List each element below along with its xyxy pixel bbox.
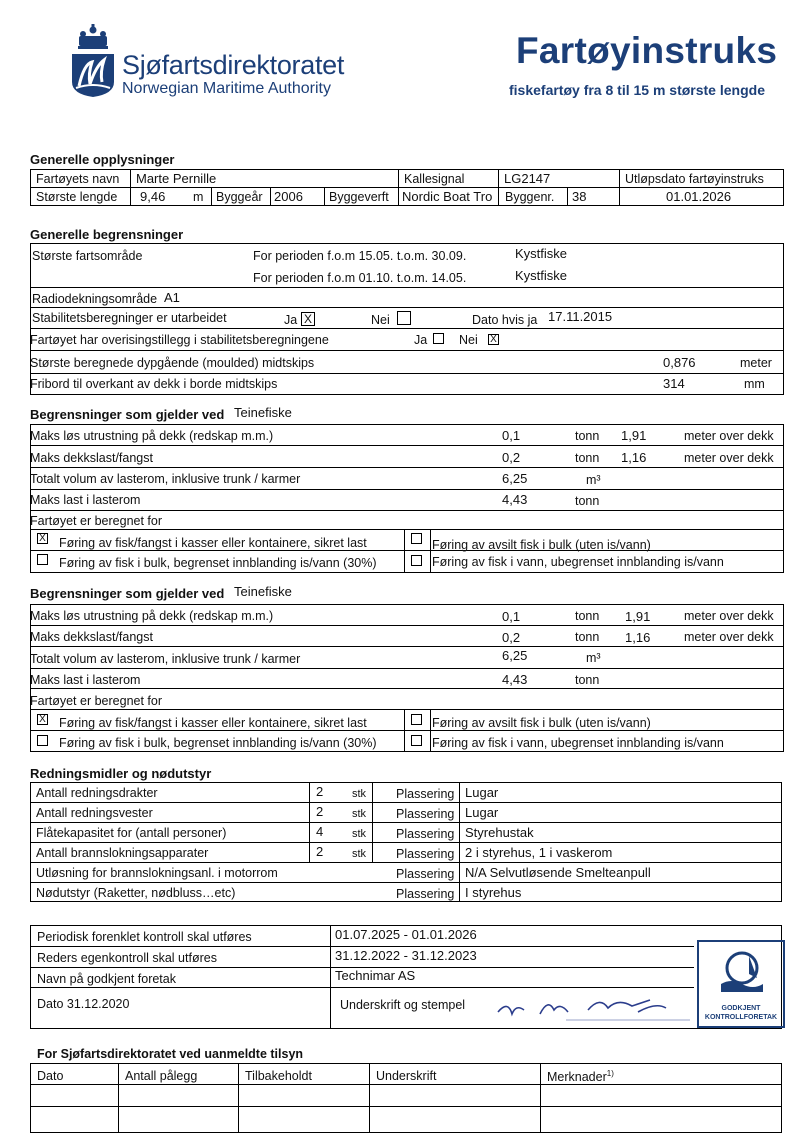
stability-nei-label: Nei bbox=[371, 313, 390, 327]
agency-name: Sjøfartsdirektoratet bbox=[122, 50, 345, 80]
safety-item-label: Antall redningsvester bbox=[36, 806, 153, 820]
safety-placement-label: Plassering bbox=[396, 807, 455, 821]
loose-equipment-value: 0,1 bbox=[502, 428, 521, 443]
safety-item-label: Nødutstyr (Raketter, nødbluss…etc) bbox=[36, 886, 236, 900]
col-remarks bbox=[547, 1069, 614, 1084]
section-heading-limits: Generelle begrensninger bbox=[30, 227, 184, 242]
safety-placement-label: Plassering bbox=[396, 867, 455, 881]
periodic-control-label: Periodisk forenklet kontroll skal utføres bbox=[37, 930, 252, 944]
option2-label: Føring av avsilt fisk i bulk (uten is/vann) bbox=[432, 716, 651, 730]
period2-value: Kystfiske bbox=[515, 268, 568, 283]
restriction-heading: Begrensninger som gjelder ved bbox=[30, 586, 225, 601]
safety-placement-label: Plassering bbox=[396, 887, 455, 901]
icing-ja-label: Ja bbox=[414, 333, 428, 347]
draught-value: 0,876 bbox=[663, 355, 696, 370]
hold-volume-value: 6,25 bbox=[502, 471, 528, 486]
stamp-line2: KONTROLLFORETAK bbox=[704, 1014, 778, 1021]
deck-load-unit: tonn bbox=[575, 630, 600, 644]
option4-checkbox[interactable] bbox=[411, 735, 422, 746]
loose-equipment-label: Maks løs utrustning på dekk (redskap m.m.) bbox=[30, 609, 274, 623]
safety-item-unit: stk bbox=[352, 828, 367, 840]
draught-unit: meter bbox=[740, 356, 772, 370]
section-heading-general: Generelle opplysninger bbox=[30, 152, 175, 167]
stability-date-label: Dato hvis ja bbox=[472, 313, 538, 327]
expiry-value: 01.01.2026 bbox=[666, 189, 732, 204]
loose-equipment-unit: tonn bbox=[575, 609, 600, 623]
signature-label: Underskrift og stempel bbox=[340, 998, 466, 1012]
calculated-for-label: Fartøyet er beregnet for bbox=[30, 514, 163, 528]
option4-label: Føring av fisk i vann, ubegrenset innblanding is/vann bbox=[432, 736, 724, 750]
stability-date-value: 17.11.2015 bbox=[548, 309, 613, 324]
loose-equipment-height: 1,91 bbox=[621, 428, 647, 443]
stability-nei-checkbox[interactable] bbox=[397, 311, 411, 325]
deck-load-height: 1,16 bbox=[625, 630, 651, 645]
period1-value: Kystfiske bbox=[515, 246, 568, 261]
hold-load-unit: tonn bbox=[575, 494, 600, 508]
safety-placement-label: Plassering bbox=[396, 787, 455, 801]
length-label: Største lengde bbox=[36, 190, 118, 204]
signature-mark bbox=[490, 990, 700, 1030]
loose-equipment-unit: tonn bbox=[575, 429, 600, 443]
build-year-label: Byggeår bbox=[216, 190, 263, 204]
col-remarks-label: Merknader bbox=[547, 1070, 607, 1085]
option1-checkbox[interactable]: X bbox=[37, 714, 48, 725]
restriction-block-2 bbox=[0, 584, 811, 754]
periodic-control-value: 01.07.2025 - 01.01.2026 bbox=[335, 927, 477, 942]
option3-label: Føring av fisk i bulk, begrenset innblanding is/vann (30%) bbox=[59, 736, 377, 750]
draught-label: Største beregnede dypgående (moulded) midtskips bbox=[30, 356, 315, 370]
icing-label: Fartøyet har overisingstillegg i stabilitetsberegningene bbox=[30, 333, 329, 347]
build-number-label: Byggenr. bbox=[505, 190, 555, 204]
safety-item-label: Antall redningsdrakter bbox=[36, 786, 158, 800]
safety-item-label: Antall brannslokningsapparater bbox=[36, 846, 209, 860]
period1-label: For perioden f.o.m 15.05. t.o.m. 30.09. bbox=[253, 249, 467, 263]
document-subtitle: fiskefartøy fra 8 til 15 m største lengde bbox=[509, 82, 765, 98]
fishery-value: Teinefiske bbox=[234, 584, 292, 599]
hold-load-unit: tonn bbox=[575, 673, 600, 687]
control-date: Dato 31.12.2020 bbox=[37, 997, 130, 1011]
safety-item-count: 2 bbox=[316, 804, 324, 819]
build-number-value: 38 bbox=[572, 189, 587, 204]
safety-placement-value: Lugar bbox=[465, 805, 499, 820]
callsign-value: LG2147 bbox=[504, 171, 551, 186]
hold-volume-label: Totalt volum av lasterom, inklusive trunk / karmer bbox=[30, 652, 301, 666]
safety-placement-value: I styrehus bbox=[465, 885, 522, 900]
agency-name-en: Norwegian Maritime Authority bbox=[122, 80, 331, 97]
safety-item-count: 2 bbox=[316, 784, 324, 799]
vessel-name-label: Fartøyets navn bbox=[36, 172, 120, 186]
restriction-heading: Begrensninger som gjelder ved bbox=[30, 407, 225, 422]
callsign-label: Kallesignal bbox=[404, 172, 465, 186]
height-unit: meter over dekk bbox=[684, 609, 774, 623]
loose-equipment-height: 1,91 bbox=[625, 609, 651, 624]
company-label: Navn på godkjent foretak bbox=[37, 972, 176, 986]
option2-checkbox[interactable] bbox=[411, 533, 422, 544]
expiry-label: Utløpsdato fartøyinstruks bbox=[625, 172, 764, 186]
safety-item-label: Utløsning for brannslokningsanl. i motorrom bbox=[36, 866, 278, 880]
safety-placement-label: Plassering bbox=[396, 827, 455, 841]
option1-label: Føring av fisk/fangst i kasser eller kontainere, sikret last bbox=[59, 716, 367, 730]
option3-checkbox[interactable] bbox=[37, 735, 48, 746]
period2-label: For perioden f.o.m 01.10. t.o.m. 14.05. bbox=[253, 271, 467, 285]
option3-checkbox[interactable] bbox=[37, 554, 48, 565]
safety-item-unit: stk bbox=[352, 808, 367, 820]
deck-load-unit: tonn bbox=[575, 451, 600, 465]
hold-volume-unit: m³ bbox=[586, 651, 601, 665]
stability-ja-label: Ja bbox=[284, 313, 298, 327]
option1-label: Føring av fisk/fangst i kasser eller kontainere, sikret last bbox=[59, 536, 367, 550]
vessel-name-value: Marte Pernille bbox=[136, 171, 217, 186]
deck-load-value: 0,2 bbox=[502, 450, 521, 465]
hold-load-value: 4,43 bbox=[502, 672, 528, 687]
stamp-line1: GODKJENT bbox=[721, 1005, 761, 1012]
hold-load-label: Maks last i lasterom bbox=[30, 673, 141, 687]
hold-volume-label: Totalt volum av lasterom, inklusive trunk / karmer bbox=[30, 472, 301, 486]
safety-item-count: 2 bbox=[316, 844, 324, 859]
length-value: 9,46 bbox=[140, 189, 166, 204]
option3-label: Føring av fisk i bulk, begrenset innblanding is/vann (30%) bbox=[59, 556, 377, 570]
height-unit: meter over dekk bbox=[684, 451, 774, 465]
height-unit: meter over dekk bbox=[684, 429, 774, 443]
icing-ja-checkbox[interactable] bbox=[433, 333, 444, 344]
freeboard-value: 314 bbox=[663, 376, 685, 391]
hold-volume-unit: m³ bbox=[586, 473, 601, 487]
owner-control-label: Reders egenkontroll skal utføres bbox=[37, 951, 217, 965]
restriction-block-1 bbox=[0, 405, 811, 575]
icing-nei-label: Nei bbox=[459, 333, 478, 347]
owner-control-value: 31.12.2022 - 31.12.2023 bbox=[335, 948, 477, 963]
yard-label: Byggeverft bbox=[329, 190, 389, 204]
footnote-mark: 1) bbox=[606, 1069, 614, 1078]
deck-load-label: Maks dekkslast/fangst bbox=[30, 630, 153, 644]
document-title: Fartøyinstruks bbox=[516, 30, 778, 71]
loose-equipment-label: Maks løs utrustning på dekk (redskap m.m.) bbox=[30, 429, 274, 443]
icing-nei-checkbox[interactable]: X bbox=[488, 334, 499, 345]
radio-area-label: Radiodekningsområde bbox=[32, 292, 158, 306]
deck-load-value: 0,2 bbox=[502, 630, 521, 645]
safety-placement-value: Styrehustak bbox=[465, 825, 534, 840]
stability-label: Stabilitetsberegninger er utarbeidet bbox=[32, 311, 227, 325]
hold-load-label: Maks last i lasterom bbox=[30, 493, 141, 507]
area-label: Største fartsområde bbox=[32, 249, 143, 263]
loose-equipment-value: 0,1 bbox=[502, 609, 521, 624]
option4-checkbox[interactable] bbox=[411, 555, 422, 566]
build-year-value: 2006 bbox=[274, 189, 303, 204]
height-unit: meter over dekk bbox=[684, 630, 774, 644]
safety-placement-value: N/A Selvutløsende Smelteanpull bbox=[465, 865, 651, 880]
hold-load-value: 4,43 bbox=[502, 492, 528, 507]
radio-area-value: A1 bbox=[164, 290, 180, 305]
compass-ship-icon bbox=[719, 948, 765, 998]
safety-placement-value: 2 i styrehus, 1 i vaskerom bbox=[465, 845, 613, 860]
safety-placement-label: Plassering bbox=[396, 847, 455, 861]
col-orders: Antall pålegg bbox=[125, 1069, 198, 1083]
col-date: Dato bbox=[37, 1069, 64, 1083]
safety-item-label: Flåtekapasitet for (antall personer) bbox=[36, 826, 227, 840]
hold-volume-value: 6,25 bbox=[502, 648, 528, 663]
yard-value: Nordic Boat Tro bbox=[402, 189, 493, 204]
agency-logo bbox=[70, 24, 116, 98]
approval-stamp bbox=[697, 940, 785, 1028]
option2-label: Føring av avsilt fisk i bulk (uten is/vann) bbox=[432, 538, 651, 552]
deck-load-label: Maks dekkslast/fangst bbox=[30, 451, 153, 465]
freeboard-label: Fribord til overkant av dekk i borde midtskips bbox=[30, 377, 278, 391]
option4-label: Føring av fisk i vann, ubegrenset innblanding is/vann bbox=[432, 555, 724, 569]
option2-checkbox[interactable] bbox=[411, 714, 422, 725]
safety-item-unit: stk bbox=[352, 788, 367, 800]
safety-placement-value: Lugar bbox=[465, 785, 499, 800]
col-signature: Underskrift bbox=[376, 1069, 437, 1083]
deck-load-height: 1,16 bbox=[621, 450, 647, 465]
safety-item-count: 4 bbox=[316, 824, 324, 839]
option1-checkbox[interactable]: X bbox=[37, 533, 48, 544]
fishery-value: Teinefiske bbox=[234, 405, 292, 420]
calculated-for-label: Fartøyet er beregnet for bbox=[30, 694, 163, 708]
company-value: Technimar AS bbox=[335, 968, 416, 983]
section-heading-inspection: For Sjøfartsdirektoratet ved uanmeldte tilsyn bbox=[37, 1047, 304, 1061]
section-heading-safety: Redningsmidler og nødutstyr bbox=[30, 766, 212, 781]
safety-item-unit: stk bbox=[352, 848, 367, 860]
stability-ja-checkbox[interactable]: X bbox=[301, 312, 315, 326]
freeboard-unit: mm bbox=[744, 377, 765, 391]
crown-shield-icon bbox=[70, 24, 116, 98]
length-unit: m bbox=[193, 190, 204, 204]
col-detained: Tilbakeholdt bbox=[245, 1069, 312, 1083]
